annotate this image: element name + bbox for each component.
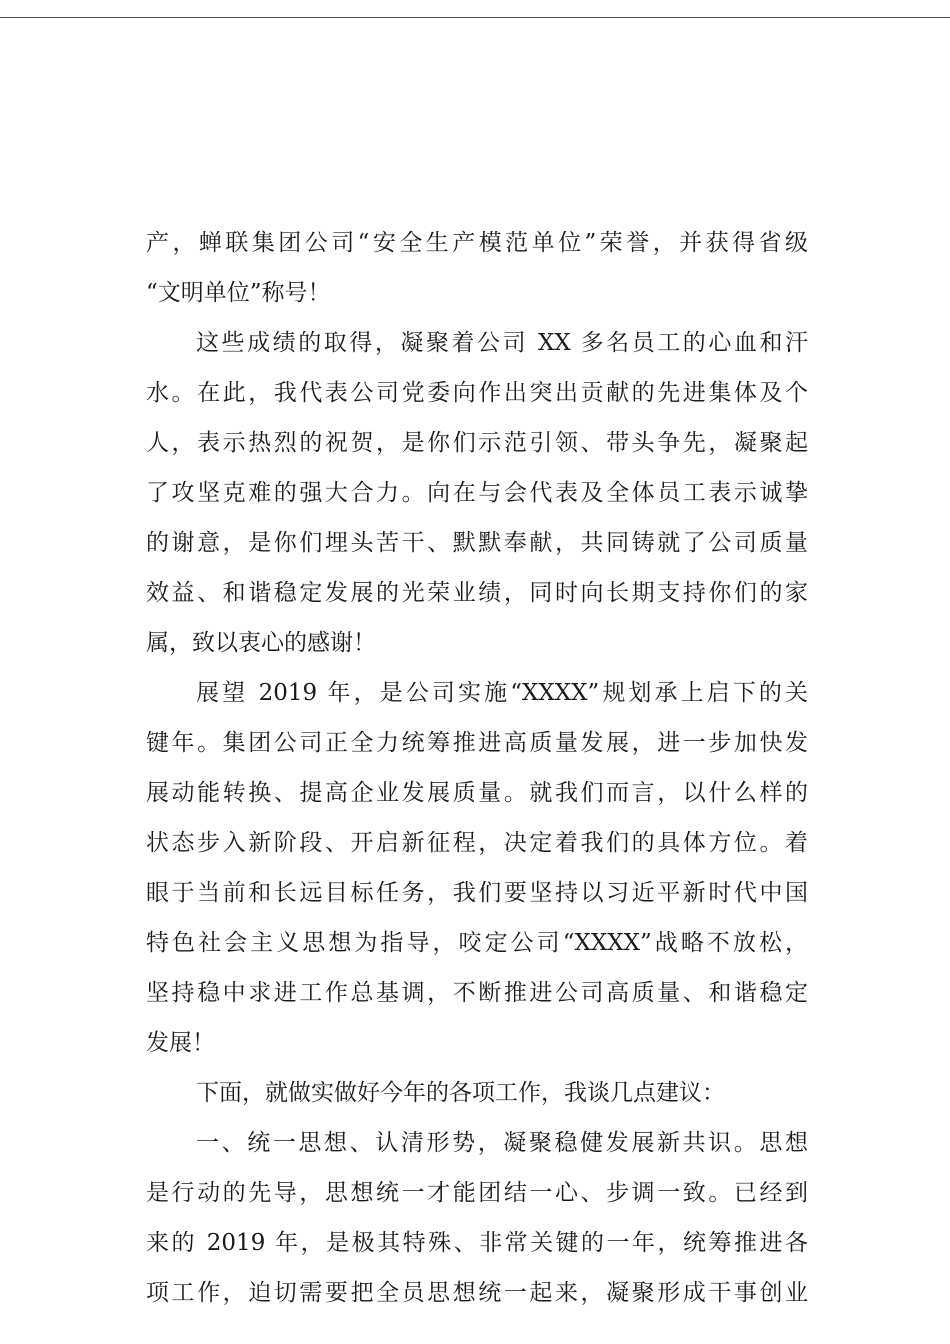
text-line: 坚持稳中求进工作总基调，不断推进公司高质量、和谐稳定 xyxy=(146,980,808,1006)
text-line: 了攻坚克难的强大合力。向在与会代表及全体员工表示诚挚 xyxy=(146,480,808,506)
text-line: 一、统一思想、认清形势，凝聚稳健发展新共识。思想 xyxy=(196,1130,808,1156)
text-line: 水。在此，我代表公司党委向作出突出贡献的先进集体及个 xyxy=(146,380,808,406)
text-line: 这些成绩的取得，凝聚着公司 XX 多名员工的心血和汗 xyxy=(196,330,808,356)
text-line: 下面，就做实做好今年的各项工作，我谈几点建议： xyxy=(196,1080,725,1106)
text-line: “文明单位”称号！ xyxy=(146,280,331,306)
header-rule xyxy=(0,17,950,18)
text-line: 眼于当前和长远目标任务，我们要坚持以习近平新时代中国 xyxy=(146,880,808,906)
text-line: 发展！ xyxy=(146,1030,215,1056)
text-line: 效益、和谐稳定发展的光荣业绩，同时向长期支持你们的家 xyxy=(146,580,808,606)
document-body xyxy=(146,218,808,1318)
text-line: 是行动的先导，思想统一才能团结一心、步调一致。已经到 xyxy=(146,1180,808,1206)
text-line: 键年。集团公司正全力统筹推进高质量发展，进一步加快发 xyxy=(146,730,808,756)
text-line: 特色社会主义思想为指导，咬定公司“XXXX”战略不放松， xyxy=(146,930,808,956)
text-line: 来的 2019 年，是极其特殊、非常关键的一年，统筹推进各 xyxy=(146,1230,808,1256)
text-line: 产，蝉联集团公司“安全生产模范单位”荣誉，并获得省级 xyxy=(146,230,808,256)
text-line: 的谢意，是你们埋头苦干、默默奉献，共同铸就了公司质量 xyxy=(146,530,808,556)
text-line: 展望 2019 年，是公司实施“XXXX”规划承上启下的关 xyxy=(196,680,808,706)
text-line: 人，表示热烈的祝贺，是你们示范引领、带头争先，凝聚起 xyxy=(146,430,808,456)
text-line: 属，致以衷心的感谢！ xyxy=(146,630,376,656)
text-line: 状态步入新阶段、开启新征程，决定着我们的具体方位。着 xyxy=(146,830,808,856)
text-line: 项工作，迫切需要把全员思想统一起来，凝聚形成干事创业 xyxy=(146,1280,808,1306)
text-line: 展动能转换、提高企业发展质量。就我们而言，以什么样的 xyxy=(146,780,808,806)
